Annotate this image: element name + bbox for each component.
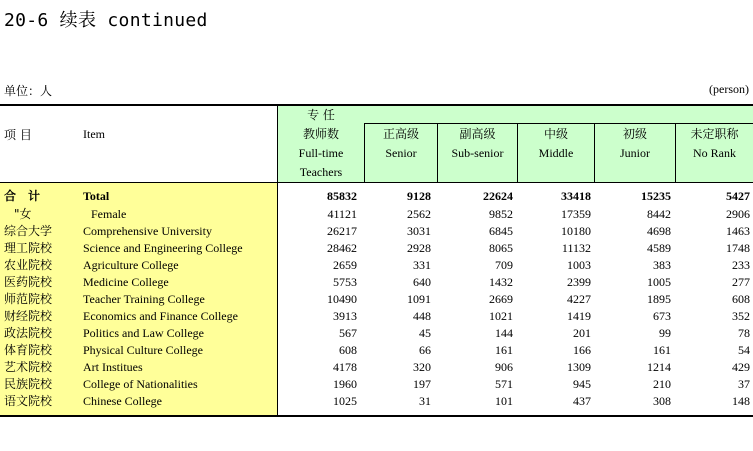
table-row <box>0 257 753 274</box>
cell-norank: 608 <box>732 292 750 306</box>
cell-senior: 448 <box>413 309 431 323</box>
cell-middle: 11132 <box>561 241 591 255</box>
cell-full: 41121 <box>327 207 357 221</box>
cell-norank: 78 <box>738 326 750 340</box>
unit-en-label: (person) <box>709 82 749 96</box>
cell-junior: 8442 <box>647 207 671 221</box>
cell-full: 1025 <box>333 394 357 408</box>
cell-junior: 383 <box>653 258 671 272</box>
cell-full: 567 <box>339 326 357 340</box>
header-fulltime-en1: Full-time <box>298 146 344 160</box>
cell-norank: 1463 <box>726 224 750 238</box>
row-label-en: Science and Engineering College <box>83 241 243 255</box>
row-label-cn: "女 <box>14 207 32 221</box>
table-row <box>0 393 753 410</box>
header-subsenior-en: Sub-senior <box>451 146 504 160</box>
cell-middle: 1003 <box>567 258 591 272</box>
header-senior-en: Senior <box>385 146 417 160</box>
table-row <box>0 274 753 291</box>
row-label-cn: 政法院校 <box>4 326 53 340</box>
header-fulltime-en2: Teachers <box>299 165 343 179</box>
cell-norank: 429 <box>732 360 750 374</box>
unit-label: 单位：人 <box>4 84 53 98</box>
row-label-cn: 合 计 <box>4 189 41 203</box>
table-row <box>0 291 753 308</box>
row-label-en: Medicine College <box>83 275 169 289</box>
row-label-en: Teacher Training College <box>83 292 205 306</box>
cell-sub: 571 <box>495 377 513 391</box>
header-senior-cn: 正高级 <box>382 127 419 141</box>
data-table <box>0 104 753 416</box>
header-separator <box>0 182 753 183</box>
cell-middle: 33418 <box>561 189 591 203</box>
cell-norank: 1748 <box>726 241 750 255</box>
cell-junior: 210 <box>653 377 671 391</box>
cell-norank: 37 <box>738 377 750 391</box>
row-label-en: Agriculture College <box>83 258 179 272</box>
header-junior-en: Junior <box>620 146 650 160</box>
cell-norank: 233 <box>732 258 750 272</box>
row-label-cn: 农业院校 <box>4 258 53 272</box>
cell-full: 85832 <box>327 189 357 203</box>
cell-full: 28462 <box>327 241 357 255</box>
row-label-en: College of Nationalities <box>83 377 198 391</box>
cell-full: 4178 <box>333 360 357 374</box>
cell-senior: 320 <box>413 360 431 374</box>
table-row <box>0 206 753 223</box>
cell-norank: 148 <box>732 394 750 408</box>
header-subline <box>364 123 753 124</box>
cell-sub: 906 <box>495 360 513 374</box>
row-label-en: Chinese College <box>83 394 162 408</box>
table-row <box>0 325 753 342</box>
cell-junior: 308 <box>653 394 671 408</box>
cell-norank: 352 <box>732 309 750 323</box>
row-label-cn: 综合大学 <box>4 224 53 238</box>
cell-middle: 945 <box>573 377 591 391</box>
row-label-en: Female <box>91 207 127 221</box>
cell-sub: 9852 <box>489 207 513 221</box>
cell-sub: 101 <box>495 394 513 408</box>
cell-senior: 3031 <box>407 224 431 238</box>
header-item-en: Item <box>83 127 105 141</box>
cell-senior: 9128 <box>407 189 431 203</box>
cell-full: 608 <box>339 343 357 357</box>
table-body <box>0 188 753 410</box>
cell-middle: 2399 <box>567 275 591 289</box>
header-item-cn: 项 目 <box>4 128 32 142</box>
header-norank-cn: 未定职称 <box>690 127 739 141</box>
cell-middle: 4227 <box>567 292 591 306</box>
cell-full: 10490 <box>327 292 357 306</box>
cell-junior: 1895 <box>647 292 671 306</box>
row-label-cn: 体育院校 <box>4 343 53 357</box>
table-row <box>0 240 753 257</box>
row-label-en: Politics and Law College <box>83 326 204 340</box>
table-row <box>0 376 753 393</box>
row-label-en: Total <box>83 189 110 203</box>
cell-norank: 277 <box>732 275 750 289</box>
cell-norank: 2906 <box>726 207 750 221</box>
cell-sub: 22624 <box>483 189 513 203</box>
cell-senior: 2928 <box>407 241 431 255</box>
cell-sub: 709 <box>495 258 513 272</box>
cell-sub: 144 <box>495 326 513 340</box>
cell-senior: 640 <box>413 275 431 289</box>
table-row <box>0 359 753 376</box>
cell-junior: 15235 <box>641 189 671 203</box>
cell-junior: 4589 <box>647 241 671 255</box>
table-row <box>0 342 753 359</box>
cell-senior: 197 <box>413 377 431 391</box>
cell-full: 5753 <box>333 275 357 289</box>
cell-full: 26217 <box>327 224 357 238</box>
header-middle-cn: 中级 <box>543 127 568 141</box>
cell-sub: 8065 <box>489 241 513 255</box>
cell-sub: 2669 <box>489 292 513 306</box>
table-row <box>0 223 753 240</box>
cell-senior: 331 <box>413 258 431 272</box>
cell-full: 1960 <box>333 377 357 391</box>
header-subsenior-cn: 副高级 <box>459 127 496 141</box>
cell-junior: 673 <box>653 309 671 323</box>
cell-middle: 1419 <box>567 309 591 323</box>
table-row <box>0 188 753 206</box>
cell-sub: 1432 <box>489 275 513 289</box>
cell-middle: 166 <box>573 343 591 357</box>
header-fulltime-cn1: 专 任 <box>307 108 335 122</box>
page-title: 20-6 续表 continued <box>4 10 208 31</box>
header-junior-cn: 初级 <box>622 127 647 141</box>
cell-senior: 1091 <box>407 292 431 306</box>
row-label-en: Comprehensive University <box>83 224 212 238</box>
cell-full: 3913 <box>333 309 357 323</box>
cell-norank: 5427 <box>726 189 750 203</box>
cell-junior: 99 <box>659 326 671 340</box>
cell-junior: 1214 <box>647 360 671 374</box>
row-label-cn: 师范院校 <box>4 292 53 306</box>
table-bottom-border <box>0 415 753 417</box>
cell-junior: 161 <box>653 343 671 357</box>
cell-middle: 201 <box>573 326 591 340</box>
cell-middle: 1309 <box>567 360 591 374</box>
cell-sub: 6845 <box>489 224 513 238</box>
cell-middle: 437 <box>573 394 591 408</box>
table-row <box>0 308 753 325</box>
cell-norank: 54 <box>738 343 750 357</box>
header-fulltime-cn2: 教师数 <box>302 127 339 141</box>
cell-senior: 45 <box>419 326 431 340</box>
row-label-cn: 理工院校 <box>4 241 53 255</box>
row-label-cn: 艺术院校 <box>4 360 53 374</box>
cell-junior: 4698 <box>647 224 671 238</box>
row-label-cn: 民族院校 <box>4 377 53 391</box>
header-norank-en: No Rank <box>693 146 736 160</box>
header-middle-en: Middle <box>538 146 574 160</box>
row-label-cn: 财经院校 <box>4 309 53 323</box>
cell-junior: 1005 <box>647 275 671 289</box>
cell-middle: 10180 <box>561 224 591 238</box>
row-label-en: Economics and Finance College <box>83 309 238 323</box>
cell-senior: 2562 <box>407 207 431 221</box>
cell-sub: 1021 <box>489 309 513 323</box>
cell-full: 2659 <box>333 258 357 272</box>
row-label-cn: 语文院校 <box>4 394 53 408</box>
cell-middle: 17359 <box>561 207 591 221</box>
row-label-cn: 医药院校 <box>4 275 53 289</box>
row-label-en: Physical Culture College <box>83 343 203 357</box>
cell-senior: 31 <box>419 394 431 408</box>
cell-sub: 161 <box>495 343 513 357</box>
cell-senior: 66 <box>419 343 431 357</box>
row-label-en: Art Institues <box>83 360 143 374</box>
